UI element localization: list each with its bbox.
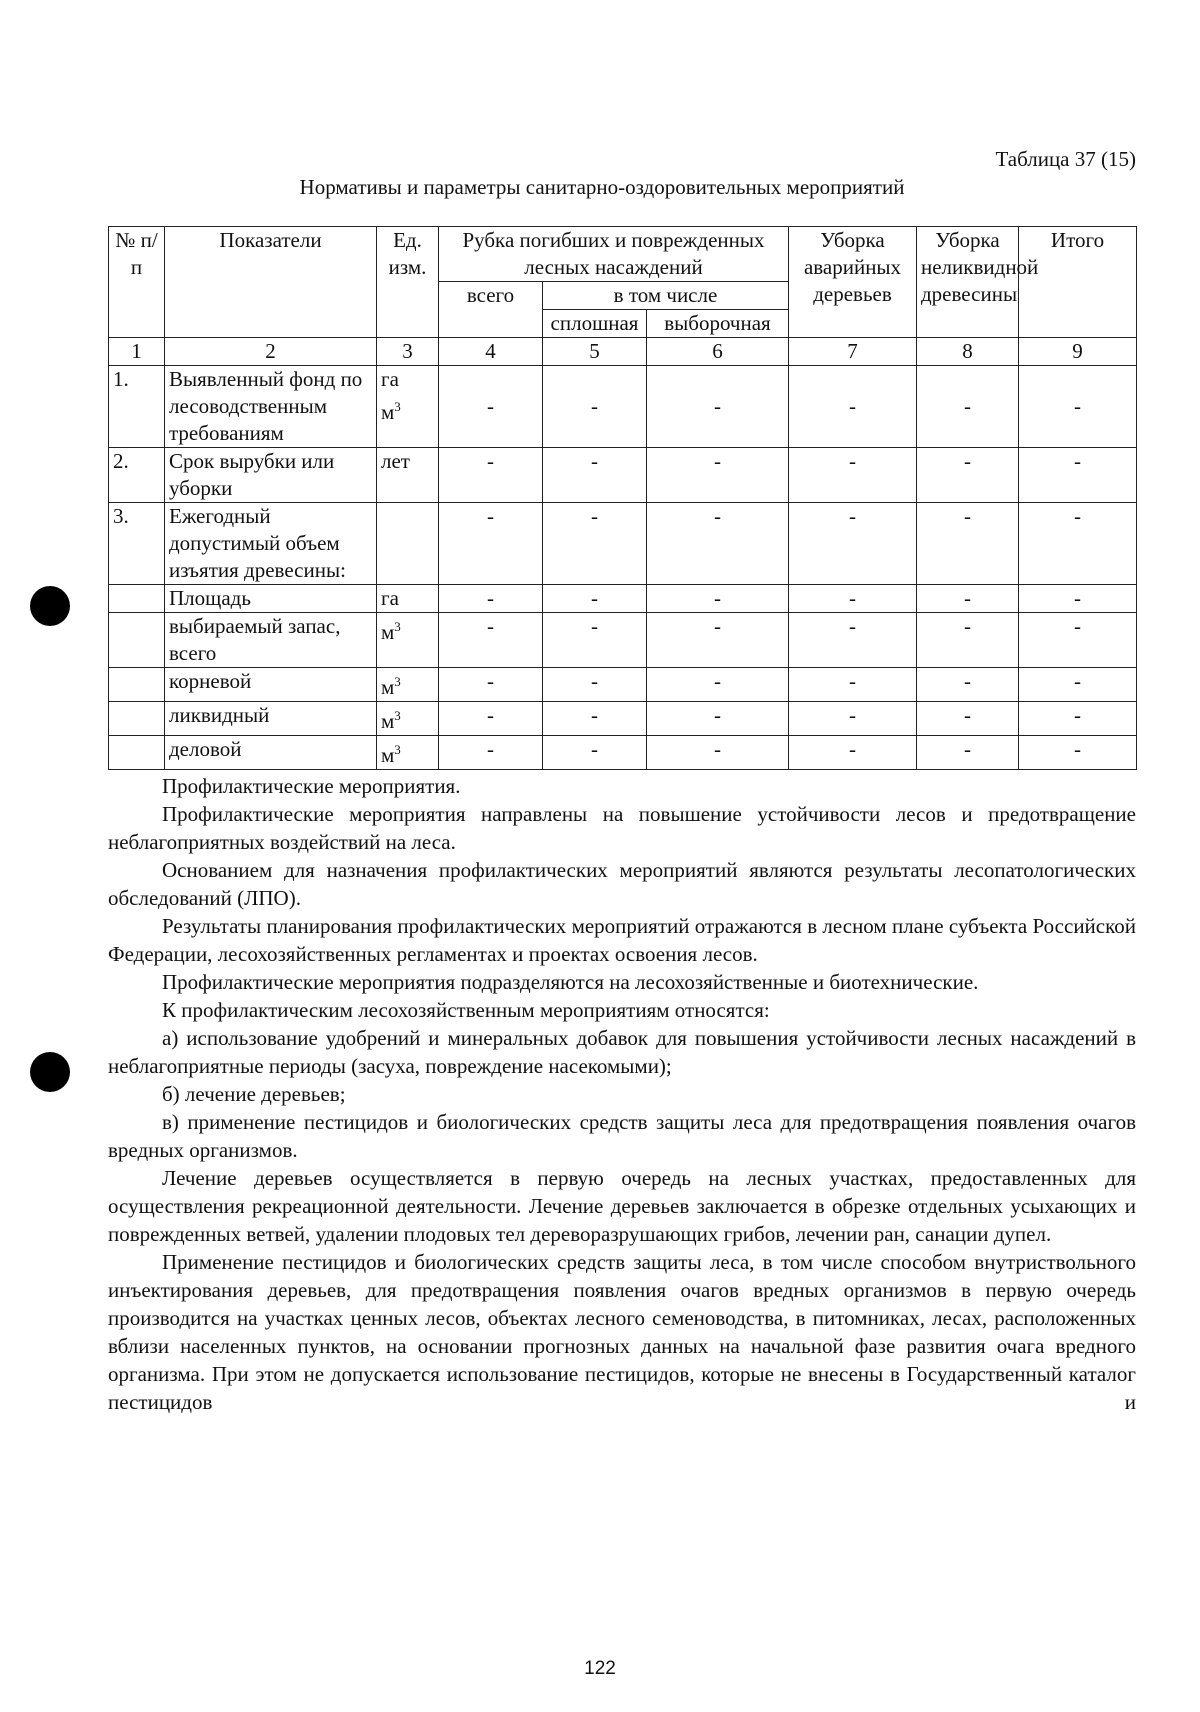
column-number: 1 xyxy=(109,338,165,366)
row-value: - xyxy=(439,448,543,503)
row-value: - xyxy=(917,448,1019,503)
row-value: - xyxy=(1019,448,1137,503)
unit-superscript: 3 xyxy=(394,399,401,414)
table-row xyxy=(109,668,1137,702)
row-value: - xyxy=(1019,585,1137,613)
norms-table xyxy=(108,226,1137,770)
row-value: - xyxy=(439,668,543,702)
punch-hole-bottom xyxy=(30,1052,70,1092)
paragraph: Результаты планирования профилактических мероприятий отражаются в лесном плане субъекта Российской Федерации, лесохозяйственных регламентах и проектах освоения лесов. xyxy=(108,914,1136,966)
row-indicator: ликвидный xyxy=(165,702,377,736)
header-unit: Ед. изм. xyxy=(377,227,439,338)
row-value: - xyxy=(543,448,647,503)
paragraph: Применение пестицидов и биологических средств защиты леса, в том числе способом внутриствольного инъектирования деревьев, для предотвращения появления очагов вредных организмов в первую очередь производится на участках ценных лесов, объектах лесного семеноводства, в питомниках, лесах, расположенных вблизи населенных пунктов, на основании прогнозных данных на начальной фазе развития очага вредного организма. При этом не допускается использование пестицидов, которые не внесены в Государственный каталог пестицидов и xyxy=(108,1250,1136,1414)
row-value: - xyxy=(917,668,1019,702)
row-value: - xyxy=(543,503,647,585)
row-indicator: выбираемый запас, всего xyxy=(165,613,377,668)
column-number: 5 xyxy=(543,338,647,366)
row-value: - xyxy=(917,366,1019,448)
row-value: - xyxy=(647,503,789,585)
row-indicator: Площадь xyxy=(165,585,377,613)
row-unit xyxy=(377,668,439,702)
paragraph: Профилактические мероприятия направлены на повышение устойчивости лесов и предотвращение неблагоприятных воздействий на леса. xyxy=(108,802,1136,854)
row-indicator: корневой xyxy=(165,668,377,702)
paragraph: К профилактическим лесохозяйственным мероприятиям относятся: xyxy=(162,998,770,1022)
row-value: - xyxy=(647,736,789,770)
row-value: - xyxy=(439,585,543,613)
row-value: - xyxy=(647,668,789,702)
row-value: - xyxy=(647,448,789,503)
table-row xyxy=(109,448,1137,503)
row-num xyxy=(109,585,165,613)
row-num xyxy=(109,668,165,702)
column-number: 3 xyxy=(377,338,439,366)
unit-superscript: 3 xyxy=(394,742,401,757)
row-value: - xyxy=(647,585,789,613)
row-value: - xyxy=(439,503,543,585)
header-including: в том числе xyxy=(543,282,789,310)
row-value: - xyxy=(917,736,1019,770)
row-indicator: Выявленный фонд по лесоводственным требованиям xyxy=(165,366,377,448)
row-value: - xyxy=(789,668,917,702)
unit-text: м xyxy=(381,675,395,699)
header-indicator: Показатели xyxy=(165,227,377,338)
row-unit xyxy=(377,702,439,736)
table-row xyxy=(109,366,1137,448)
row-value: - xyxy=(543,668,647,702)
row-value: - xyxy=(917,702,1019,736)
row-value: - xyxy=(543,585,647,613)
row-value: - xyxy=(647,702,789,736)
row-value: - xyxy=(1019,613,1137,668)
unit-superscript: 3 xyxy=(394,619,401,634)
table-row xyxy=(109,613,1137,668)
column-number: 9 xyxy=(1019,338,1137,366)
unit-text: м xyxy=(381,620,395,644)
paragraph: Основанием для назначения профилактических мероприятий являются результаты лесопатологических обследований (ЛПО). xyxy=(108,858,1136,910)
row-unit xyxy=(377,448,439,503)
column-number-row xyxy=(109,338,1137,366)
row-value: - xyxy=(439,366,543,448)
unit-superscript: 3 xyxy=(394,674,401,689)
paragraph: Профилактические мероприятия. xyxy=(162,774,461,798)
punch-hole-top xyxy=(30,586,70,626)
page-number: 122 xyxy=(584,1658,616,1679)
row-value: - xyxy=(789,503,917,585)
row-value: - xyxy=(647,613,789,668)
row-value: - xyxy=(789,702,917,736)
header-illiquid: Уборка неликвидной древесины xyxy=(917,227,1019,338)
row-value: - xyxy=(439,736,543,770)
row-unit xyxy=(377,366,439,448)
unit-text: га xyxy=(381,586,399,610)
unit-superscript: 3 xyxy=(394,708,401,723)
row-unit xyxy=(377,736,439,770)
row-value: - xyxy=(789,613,917,668)
column-number: 4 xyxy=(439,338,543,366)
row-num xyxy=(109,736,165,770)
table-row xyxy=(109,736,1137,770)
row-indicator: Срок вырубки или уборки xyxy=(165,448,377,503)
row-value: - xyxy=(543,702,647,736)
document-page xyxy=(108,146,1136,1416)
row-num xyxy=(109,702,165,736)
paragraph: Профилактические мероприятия подразделяются на лесохозяйственные и биотехнические. xyxy=(162,970,979,994)
row-value: - xyxy=(917,613,1019,668)
row-value: - xyxy=(543,613,647,668)
header-clear: сплошная xyxy=(543,310,647,338)
row-value: - xyxy=(1019,702,1137,736)
paragraph: Лечение деревьев осуществляется в первую очередь на лесных участках, предоставленных для осуществления рекреационной деятельности. Лечение деревьев заключается в обрезке отдельных усыхающих и поврежденных ветвей, удалении плодовых тел дереворазрушающих грибов, лечении ран, санации дупел. xyxy=(108,1166,1136,1246)
row-value: - xyxy=(1019,668,1137,702)
row-value: - xyxy=(647,366,789,448)
row-value: - xyxy=(439,702,543,736)
row-value: - xyxy=(1019,366,1137,448)
row-value: - xyxy=(439,613,543,668)
row-value: - xyxy=(543,736,647,770)
row-num xyxy=(109,613,165,668)
unit-text-second: м xyxy=(381,400,395,424)
row-num: 3. xyxy=(109,503,165,585)
table-row xyxy=(109,503,1137,585)
column-number: 8 xyxy=(917,338,1019,366)
row-value: - xyxy=(917,503,1019,585)
paragraph: в) применение пестицидов и биологических средств защиты леса для предотвращения появления очагов вредных организмов. xyxy=(108,1110,1136,1162)
row-num: 2. xyxy=(109,448,165,503)
body-text xyxy=(108,772,1136,1416)
row-num: 1. xyxy=(109,366,165,448)
row-value: - xyxy=(789,366,917,448)
row-indicator: деловой xyxy=(165,736,377,770)
row-unit xyxy=(377,503,439,585)
row-value: - xyxy=(1019,503,1137,585)
column-number: 7 xyxy=(789,338,917,366)
header-num: № п/п xyxy=(109,227,165,338)
paragraph: б) лечение деревьев; xyxy=(162,1082,346,1106)
table-row xyxy=(109,585,1137,613)
header-total-all: всего xyxy=(439,282,543,338)
unit-text: га xyxy=(381,367,399,391)
header-total: Итого xyxy=(1019,227,1137,338)
header-row-1 xyxy=(109,227,1137,282)
row-value: - xyxy=(789,736,917,770)
row-value: - xyxy=(1019,736,1137,770)
row-value: - xyxy=(917,585,1019,613)
row-value: - xyxy=(543,366,647,448)
row-unit xyxy=(377,613,439,668)
header-emergency: Уборка аварийных деревьев xyxy=(789,227,917,338)
row-value: - xyxy=(789,585,917,613)
unit-text: м xyxy=(381,709,395,733)
table-number: Таблица 37 (15) xyxy=(995,147,1136,171)
header-selective: выборочная xyxy=(647,310,789,338)
header-felling: Рубка погибших и поврежденных лесных насаждений xyxy=(439,227,789,282)
row-unit xyxy=(377,585,439,613)
unit-text: м xyxy=(381,743,395,767)
column-number: 6 xyxy=(647,338,789,366)
column-number: 2 xyxy=(165,338,377,366)
table-row xyxy=(109,702,1137,736)
row-indicator: Ежегодный допустимый объем изъятия древесины: xyxy=(165,503,377,585)
table-title: Нормативы и параметры санитарно-оздоровительных мероприятий xyxy=(299,175,905,199)
unit-text: лет xyxy=(381,449,410,473)
paragraph: а) использование удобрений и минеральных добавок для повышения устойчивости лесных насаждений в неблагоприятные периоды (засуха, повреждение насекомыми); xyxy=(108,1026,1136,1078)
row-value: - xyxy=(789,448,917,503)
